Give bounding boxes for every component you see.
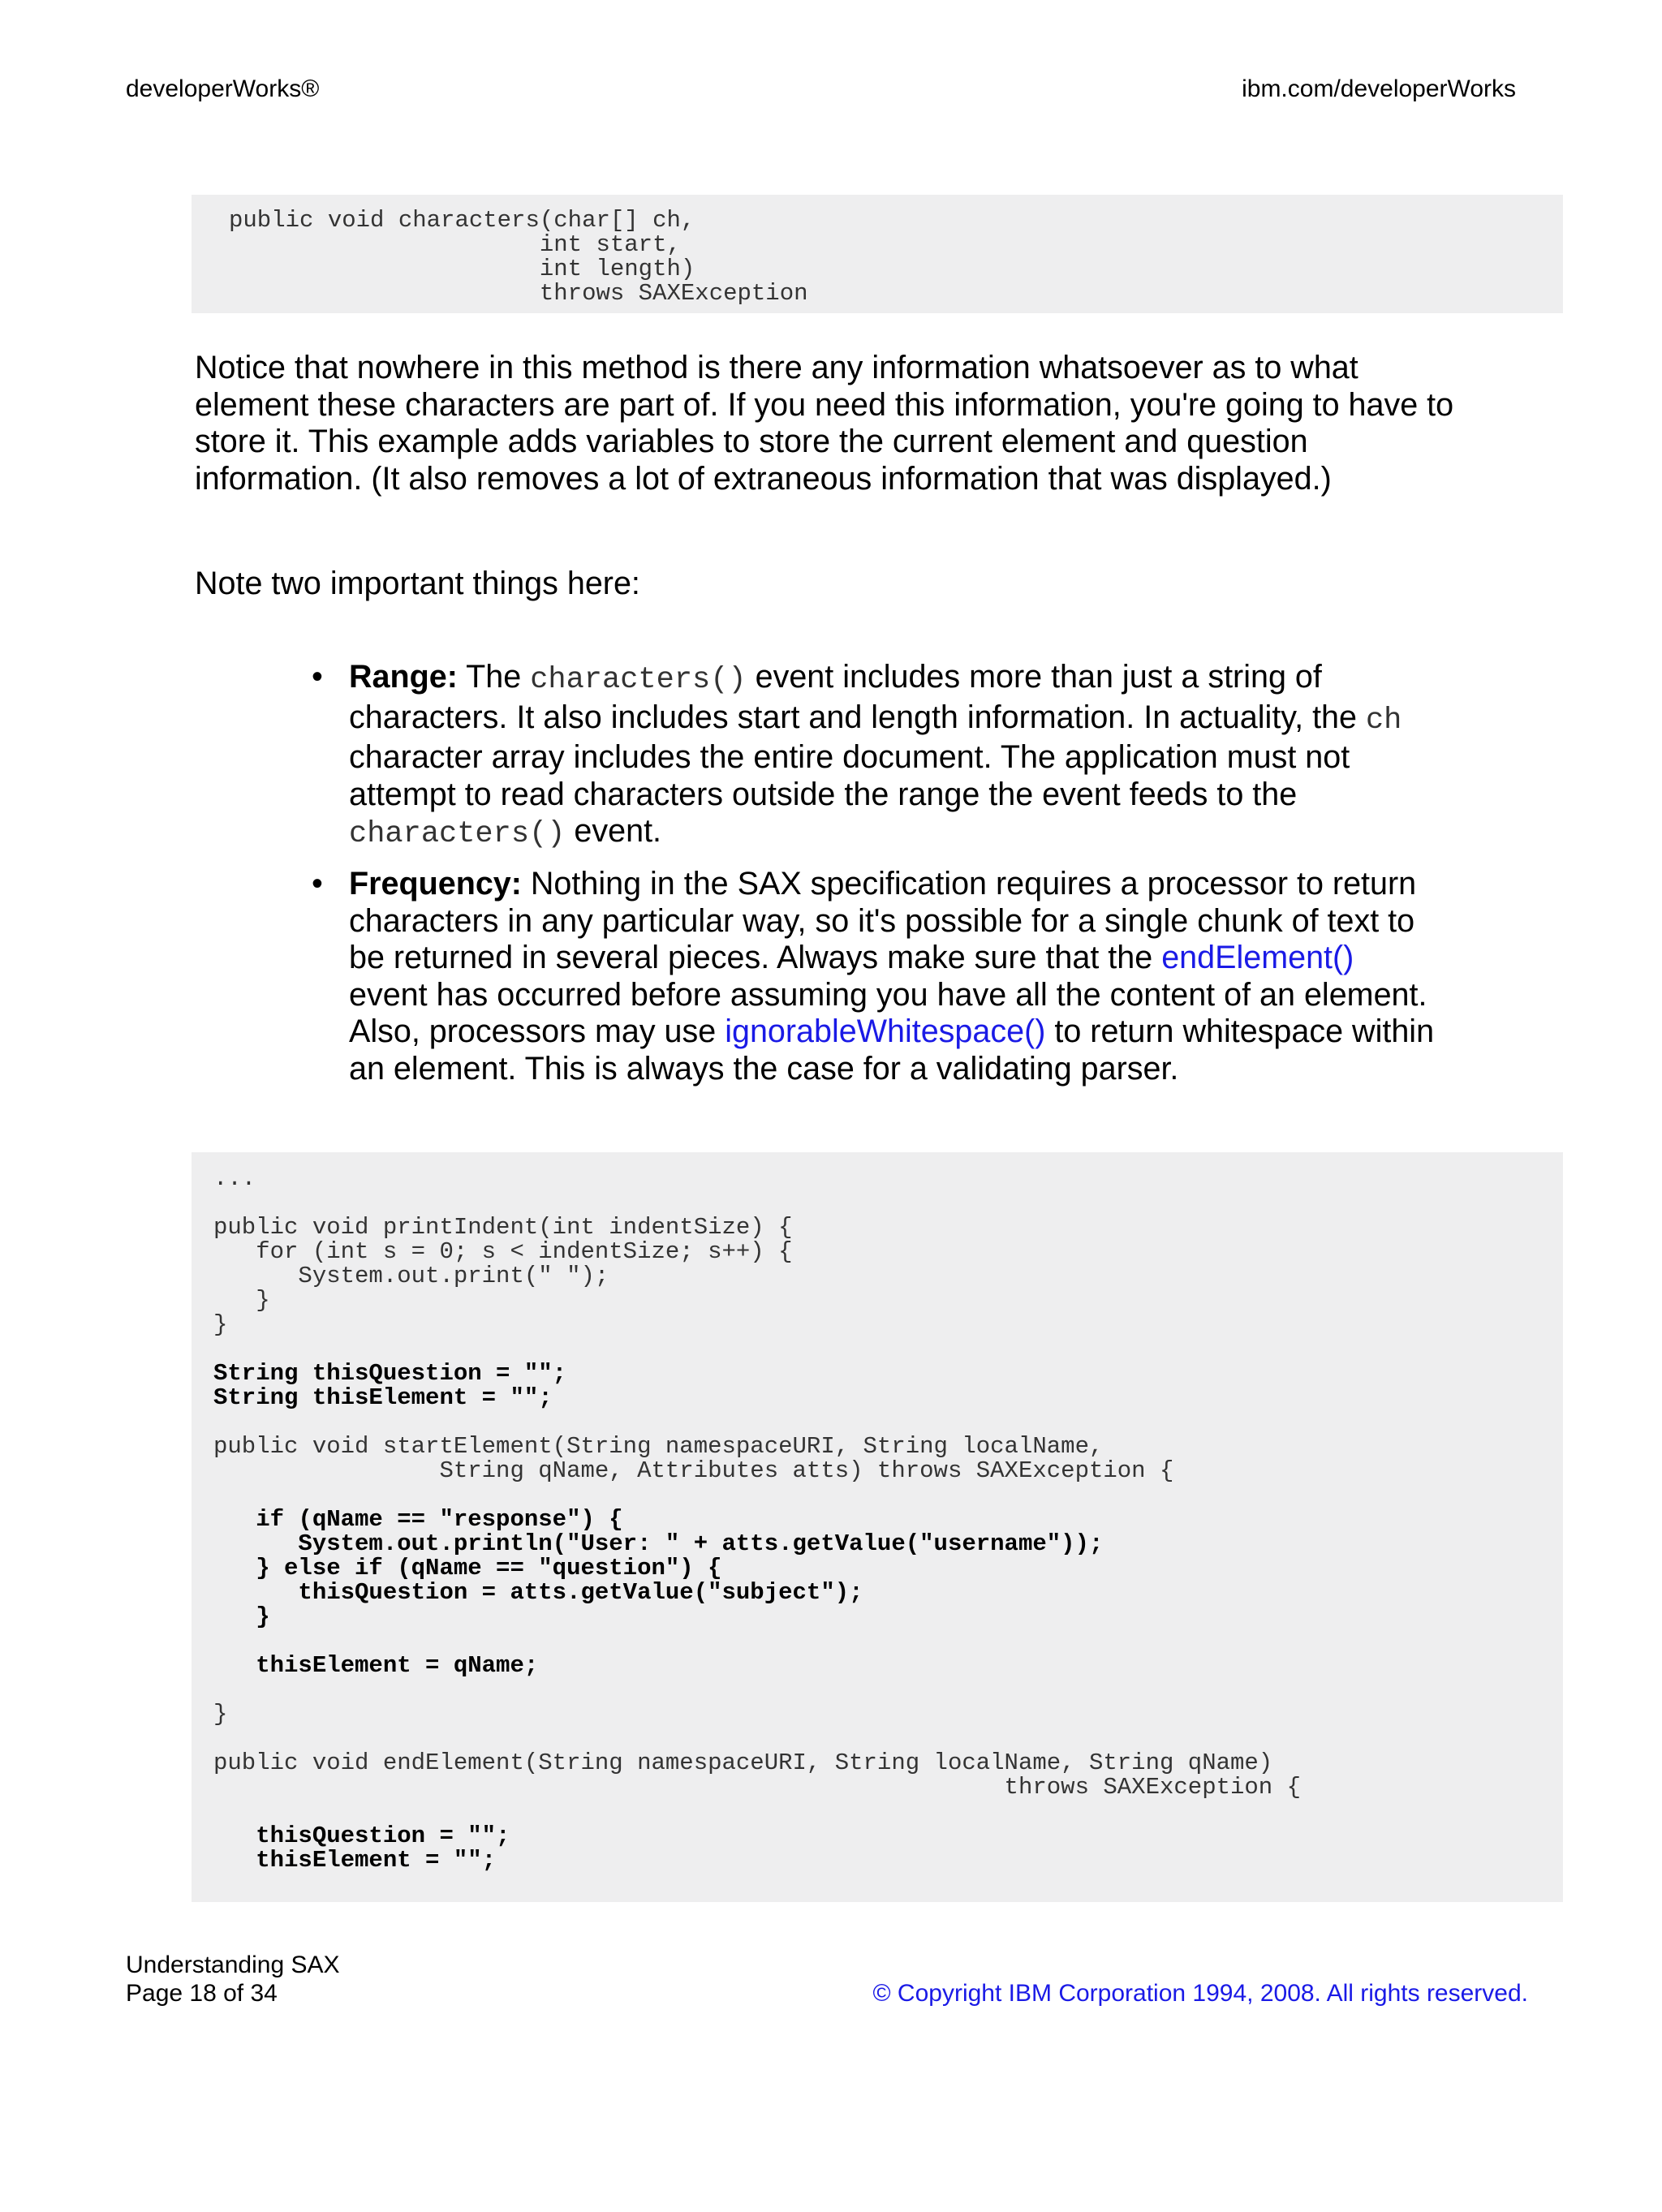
code-line: } bbox=[213, 1311, 228, 1338]
inline-code-ch: ch bbox=[1365, 703, 1402, 738]
footer-page-number: Page 18 of 34 bbox=[126, 1980, 278, 2007]
header-site-url: ibm.com/developerWorks bbox=[1242, 75, 1516, 102]
code-line: ... bbox=[213, 1165, 256, 1192]
footer-copyright-link[interactable]: © Copyright IBM Corporation 1994, 2008. All rights reserved. bbox=[872, 1980, 1528, 2007]
code-line-bold: if (qName == "response") { bbox=[213, 1506, 623, 1533]
code-line-bold: String thisQuestion = ""; bbox=[213, 1360, 567, 1387]
code-line: public void endElement(String namespaceURI, String localName, String qName) bbox=[213, 1749, 1273, 1776]
bullet-marker: • bbox=[312, 659, 323, 695]
footer-doc-info bbox=[126, 1951, 340, 2008]
code-line-bold: } else if (qName == "question") { bbox=[213, 1555, 722, 1582]
code-line: public void printIndent(int indentSize) { bbox=[213, 1214, 793, 1241]
code-block-element-handlers bbox=[192, 1152, 1563, 1902]
inline-code-characters: characters() bbox=[349, 817, 566, 851]
bullet-term-range: Range: bbox=[349, 659, 458, 695]
code-line: public void startElement(String namespaceURI, String localName, bbox=[213, 1433, 1104, 1460]
code-block-characters-signature bbox=[192, 195, 1563, 313]
bullet-item-range bbox=[312, 659, 1436, 854]
paragraph-notice: Notice that nowhere in this method is there any information whatsoever as to what element these characters are part of. If you need this information, you're going to have to store it. This example adds variables to store the current element and question information. (It also removes a lot of extraneous information that was displayed.) bbox=[195, 350, 1454, 497]
code-line-bold: thisElement = qName; bbox=[213, 1652, 539, 1679]
code-line: } bbox=[213, 1701, 228, 1728]
bullet-text: event has occurred before assuming you have all the content of an element. Also, processors may use bbox=[349, 976, 1427, 1049]
code-line: throws SAXException bbox=[229, 280, 808, 307]
link-ignorablewhitespace[interactable]: ignorableWhitespace() bbox=[725, 1013, 1046, 1049]
code-line: int length) bbox=[229, 256, 695, 282]
bullet-item-frequency bbox=[312, 866, 1436, 1087]
code-line: throws SAXException { bbox=[213, 1774, 1302, 1801]
code-line-bold: thisElement = ""; bbox=[213, 1847, 497, 1874]
bullet-text: to return whitespace within an element. This is always the case for a validating parser. bbox=[349, 1013, 1435, 1087]
code-line: int start, bbox=[229, 231, 681, 258]
bullet-text: The bbox=[457, 659, 531, 695]
header-brand: developerWorks® bbox=[126, 75, 320, 102]
footer-doc-title: Understanding SAX bbox=[126, 1952, 340, 1978]
inline-code-characters: characters() bbox=[530, 663, 747, 697]
code-line-bold: String thisElement = ""; bbox=[213, 1384, 553, 1411]
code-line: for (int s = 0; s < indentSize; s++) { bbox=[213, 1238, 793, 1265]
code-line-bold: System.out.println("User: " + atts.getValue("username")); bbox=[213, 1530, 1104, 1557]
code-line-bold: thisQuestion = atts.getValue("subject"); bbox=[213, 1579, 863, 1606]
code-line: public void characters(char[] ch, bbox=[229, 207, 695, 234]
bullet-text: character array includes the entire document. The application must not attempt to read characters outside the range the event feeds to the bbox=[349, 739, 1350, 812]
bullet-text: event. bbox=[565, 813, 662, 849]
code-line: String qName, Attributes atts) throws SAXException { bbox=[213, 1457, 1174, 1484]
code-line-bold: } bbox=[213, 1603, 270, 1630]
bullet-text: event includes more than just a string of characters. It also includes start and length information. In actuality, the bbox=[349, 659, 1366, 735]
paragraph-note-two-things: Note two important things here: bbox=[195, 566, 640, 601]
bullet-list-range bbox=[312, 659, 1436, 854]
bullet-term-frequency: Frequency: bbox=[349, 866, 522, 902]
bullet-text: Nothing in the SAX specification requires a processor to return characters in any particular way, so it's possible for a single chunk of text to be returned in several pieces. Always make sure that the bbox=[349, 866, 1417, 975]
code-line: System.out.print(" "); bbox=[213, 1263, 609, 1289]
bullet-list-frequency bbox=[312, 866, 1436, 1087]
bullet-marker: • bbox=[312, 866, 323, 902]
code-line: } bbox=[213, 1287, 270, 1314]
link-endelement[interactable]: endElement() bbox=[1161, 940, 1354, 975]
code-line-bold: thisQuestion = ""; bbox=[213, 1823, 510, 1849]
